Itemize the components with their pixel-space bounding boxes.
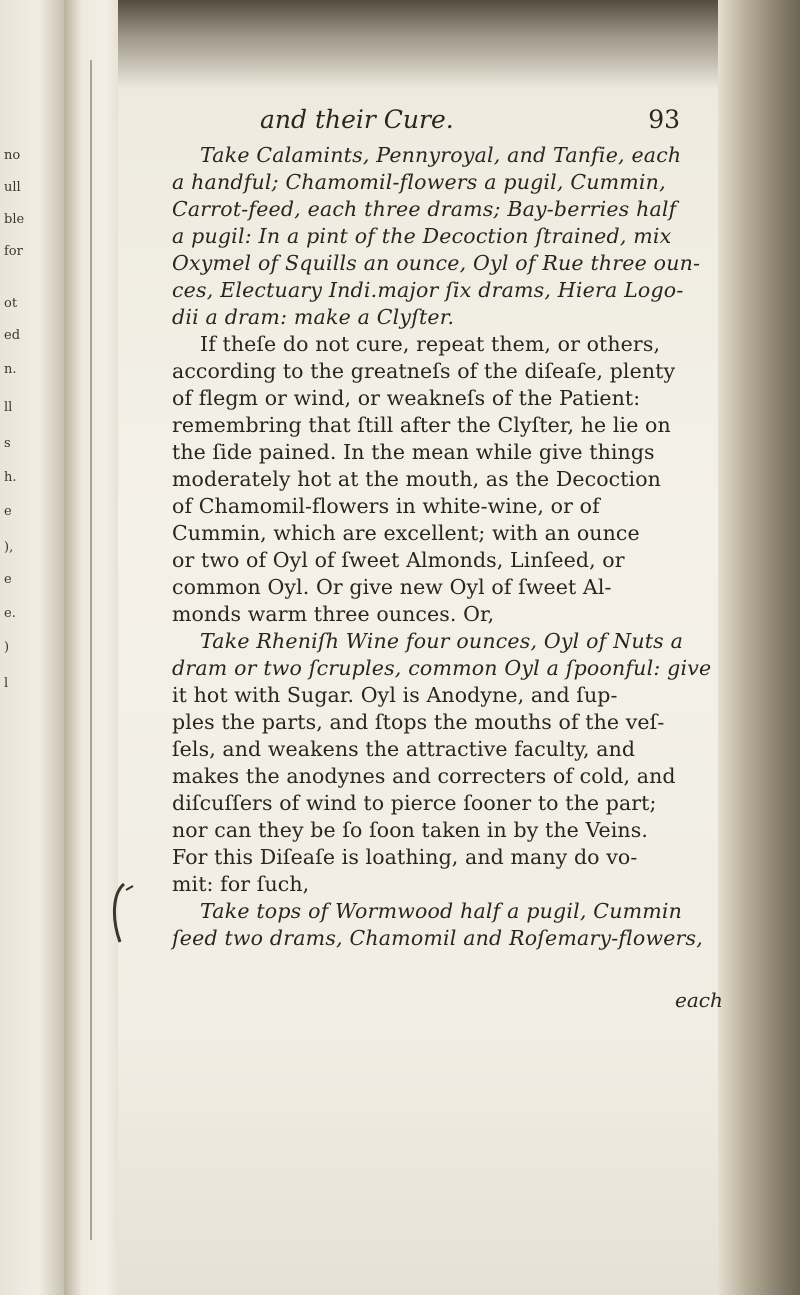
text-line: moderately hot at the mouth, as the Decoction bbox=[172, 467, 661, 491]
text-line: a handful; Chamomil-flowers a pugil, Cummin, bbox=[172, 170, 666, 194]
text-line: remembring that ſtill after the Clyſter, he lie on bbox=[172, 413, 671, 437]
catchword: each bbox=[675, 988, 723, 1012]
text-line: ces, Electuary Indi.major ſix drams, Hiera Logo- bbox=[172, 278, 684, 302]
text-line: Take Calamints, Pennyroyal, and Tanfie, each bbox=[200, 143, 682, 167]
text-line: Take tops of Wormwood half a pugil, Cummin bbox=[200, 899, 683, 923]
left-page-fragment: ) bbox=[4, 640, 10, 655]
text-line: ples the parts, and ſtops the mouths of the veſ- bbox=[172, 710, 665, 734]
paragraph bbox=[172, 898, 712, 952]
top-shadow bbox=[118, 0, 718, 90]
left-page-fragment: for bbox=[4, 244, 23, 259]
text-line: mit: for ſuch, bbox=[172, 872, 310, 896]
text-line: monds warm three ounces. Or, bbox=[172, 602, 495, 626]
book-gutter bbox=[64, 0, 124, 1295]
text-line: of flegm or wind, or weakneſs of the Patient: bbox=[172, 386, 641, 410]
left-page-fragment: e bbox=[4, 504, 12, 519]
text-line: common Oyl. Or give new Oyl of ſweet Al- bbox=[172, 575, 612, 599]
text-line: nor can they be ſo ſoon taken in by the Veins. bbox=[172, 818, 648, 842]
text-line: of Chamomil-flowers in white-wine, or of bbox=[172, 494, 600, 518]
text-line: ſeed two drams, Chamomil and Roſemary-flowers, bbox=[172, 926, 703, 950]
text-line: For this Diſeaſe is loathing, and many do vo- bbox=[172, 845, 638, 869]
left-page-fragment: ble bbox=[4, 212, 25, 227]
page-number: 93 bbox=[648, 105, 680, 134]
left-page-fragment: ed bbox=[4, 328, 21, 343]
text-line: makes the anodynes and correcters of cold, and bbox=[172, 764, 676, 788]
left-page-fragment: l bbox=[4, 676, 9, 691]
text-line: ſels, and weakens the attractive faculty, and bbox=[172, 737, 636, 761]
left-page-fragment: ), bbox=[4, 540, 14, 555]
paragraph bbox=[172, 142, 712, 331]
left-page-fragment: e. bbox=[4, 606, 16, 621]
text-line: it hot with Sugar. Oyl is Anodyne, and ſup- bbox=[172, 683, 618, 707]
text-line: or two of Oyl of ſweet Almonds, Linſeed, or bbox=[172, 548, 625, 572]
left-page-fragment: ull bbox=[4, 180, 21, 195]
left-page-fragment: n. bbox=[4, 362, 17, 377]
gutter-fold-line bbox=[90, 60, 92, 1240]
left-page-fragment: ot bbox=[4, 296, 18, 311]
text-line: Oxymel of Squills an ounce, Oyl of Rue three oun- bbox=[172, 251, 701, 275]
page-stack-edge bbox=[718, 0, 800, 1295]
binding-clip-icon bbox=[106, 880, 136, 950]
text-line: dram or two ſcruples, common Oyl a ſpoonful: give bbox=[172, 656, 712, 680]
text-line: dii a dram: make a Clyſter. bbox=[172, 305, 455, 329]
text-line: Carrot-feed, each three drams; Bay-berries half bbox=[172, 197, 677, 221]
text-line: Take Rheniſh Wine four ounces, Oyl of Nuts a bbox=[200, 629, 684, 653]
left-page-fragment: e bbox=[4, 572, 12, 587]
left-page-fragment: no bbox=[4, 148, 21, 163]
text-line: Cummin, which are excellent; with an ounce bbox=[172, 521, 640, 545]
page-header bbox=[170, 105, 690, 139]
text-line: a pugil: In a pint of the Decoction ſtrained, mix bbox=[172, 224, 672, 248]
text-line: If theſe do not cure, repeat them, or others, bbox=[200, 332, 661, 356]
left-page-edge bbox=[0, 0, 64, 1295]
left-page-fragment: h. bbox=[4, 470, 17, 485]
paragraph bbox=[172, 331, 712, 628]
page-body bbox=[172, 142, 712, 952]
text-line: the ſide pained. In the mean while give things bbox=[172, 440, 655, 464]
left-page-fragment: s bbox=[4, 436, 11, 451]
left-page-fragment: ll bbox=[4, 400, 13, 415]
text-line: according to the greatneſs of the diſeaſe, plenty bbox=[172, 359, 676, 383]
paragraph bbox=[172, 628, 712, 898]
text-line: diſcuſſers of wind to pierce ſooner to the part; bbox=[172, 791, 657, 815]
running-head: and their Cure. bbox=[260, 105, 454, 134]
